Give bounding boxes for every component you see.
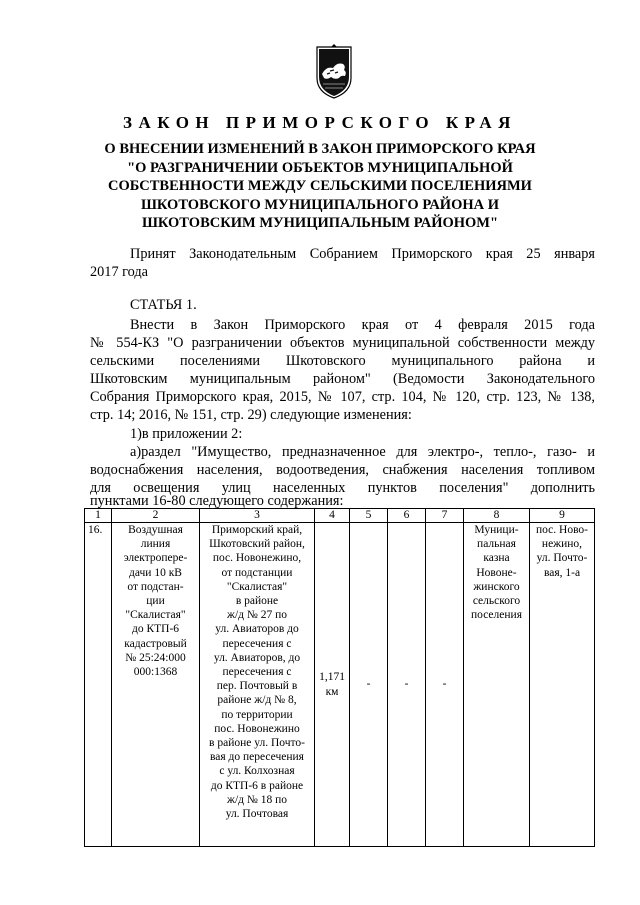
cell-line: дачи 10 кВ	[129, 566, 182, 579]
article-line: Внести в Закон Приморского края от 4 февраля 2015 года	[130, 317, 595, 333]
table-header-row	[85, 509, 595, 523]
cell-line: км	[325, 685, 339, 698]
item-a-line: для освещения улиц населенных пунктов поселения" дополнить	[90, 480, 595, 496]
article-line: Шкотовским муниципальным районом" (Ведомости Законодательного	[90, 371, 595, 387]
law-title: ЗАКОН ПРИМОРСКОГО КРАЯ	[123, 113, 517, 132]
article-line: Собрания Приморского края, 2015, № 107, стр. 104, № 120, стр. 123, № 138,	[90, 389, 595, 405]
cell-line: ж/д № 27 по	[227, 609, 287, 622]
item-a-line: водоснабжения населения, водоотведения, снабжения населения топливом	[90, 462, 595, 478]
cell-line: 000:1368	[133, 666, 178, 679]
coat-of-arms-icon	[313, 44, 355, 100]
cell-line: нежино,	[541, 538, 583, 551]
adoption-date-line: 2017 года	[90, 264, 149, 280]
table-row	[85, 523, 595, 847]
header-cell: 5	[350, 509, 388, 523]
adoption-line: Принят Законодательным Собранием Приморского края 25 января	[130, 246, 595, 262]
item-1: 1)в приложении 2:	[130, 426, 243, 442]
cell-line: пер. Почтовый в	[216, 680, 298, 693]
cell-line: пересечения с	[222, 666, 292, 679]
subtitle-line: О ВНЕСЕНИИ ИЗМЕНЕНИЙ В ЗАКОН ПРИМОРСКОГО КРАЯ	[104, 141, 536, 157]
cell-line: линия	[140, 538, 171, 551]
cell-line: сельского	[472, 595, 521, 608]
cell-line: до КТП-6 в районе	[210, 779, 304, 792]
col5-cell: -	[350, 523, 388, 847]
cell-line: пос. Новонежино	[214, 722, 300, 735]
cell-line: ул. Авиаторов до	[215, 623, 299, 636]
cell-line: пос. Новонежино,	[212, 552, 302, 565]
cell-line: Шкотовский район,	[209, 538, 305, 551]
cell-line: Приморский край,	[211, 524, 303, 536]
cell-line: кадастровый	[124, 637, 187, 650]
cell-line: в районе	[235, 595, 279, 608]
header-cell: 4	[315, 509, 350, 523]
subtitle-line: ШКОТОВСКИМ МУНИЦИПАЛЬНЫМ РАЙОНОМ"	[141, 215, 499, 231]
subtitle-line: СОБСТВЕННОСТИ МЕЖДУ СЕЛЬСКИМИ ПОСЕЛЕНИЯМИ	[108, 178, 532, 194]
header-cell: 7	[426, 509, 464, 523]
law-subtitle	[100, 140, 540, 233]
object-name-cell	[112, 523, 200, 847]
article-line: стр. 14; 2016, № 151, стр. 29) следующие изменения:	[90, 407, 412, 423]
cell-line: ул. Почто-	[536, 552, 588, 565]
cell-line: ции	[146, 595, 165, 608]
cell-line: от подстан-	[127, 580, 184, 593]
length-cell	[315, 523, 350, 847]
cell-line: "Скалистая"	[226, 580, 288, 593]
col6-cell: -	[388, 523, 426, 847]
cell-line: ул. Почтовая	[225, 808, 289, 821]
cell-line: "Скалистая"	[125, 609, 186, 622]
cell-line: вая, 1-а	[543, 566, 581, 579]
cell-line: Воздушная	[128, 524, 183, 536]
cell-line: 1,171	[319, 671, 345, 684]
header-cell: 2	[112, 509, 200, 523]
cell-line: № 25:24:000	[125, 651, 186, 664]
subtitle-line: ШКОТОВСКОГО МУНИЦИПАЛЬНОГО РАЙОНА И	[140, 196, 500, 213]
cell-line: поселения	[471, 609, 522, 622]
cell-line: казна	[483, 552, 510, 565]
header-cell: 9	[530, 509, 595, 523]
cell-line: районе ж/д № 8,	[217, 694, 297, 707]
article-heading: СТАТЬЯ 1.	[130, 297, 197, 313]
cell-line: с ул. Колхозная	[219, 765, 295, 778]
cell-line: до КТП-6	[131, 623, 180, 636]
cell-line: Муници-	[474, 524, 519, 536]
cell-line: жинского	[473, 580, 520, 593]
header-cell: 1	[85, 509, 112, 523]
cell-line: Новоне-	[476, 566, 517, 579]
property-table	[84, 508, 595, 847]
subtitle-line: "О РАЗГРАНИЧЕНИИ ОБЪЕКТОВ МУНИЦИПАЛЬНОЙ	[127, 159, 513, 176]
object-address-cell	[200, 523, 315, 847]
col7-cell: -	[426, 523, 464, 847]
cell-line: пос. Ново-	[535, 524, 589, 536]
cell-line: в районе ул. Почто-	[209, 737, 305, 750]
header-cell: 6	[388, 509, 426, 523]
header-cell: 3	[200, 509, 315, 523]
owner-cell	[464, 523, 530, 847]
cell-line: от подстанции	[221, 566, 293, 579]
item-a-line: а)раздел "Имущество, предназначенное для электро-, тепло-, газо- и	[130, 444, 595, 460]
item-a-line: пунктами 16-80 следующего содержания:	[90, 493, 344, 509]
article-line: сельскими поселениями Шкотовского муниципального района и	[90, 353, 595, 369]
row-number: 16.	[85, 523, 112, 847]
cell-line: пересечения с	[222, 637, 292, 650]
cell-line: ул. Авиаторов, до	[213, 651, 301, 664]
cell-line: электропере-	[123, 552, 188, 565]
cell-line: ж/д № 18 по	[227, 793, 287, 806]
cell-line: пальная	[477, 538, 516, 551]
location-cell	[530, 523, 595, 847]
header-cell: 8	[464, 509, 530, 523]
cell-line: вая до пересечения	[210, 751, 304, 764]
cell-line: по территории	[221, 708, 293, 721]
article-line: № 554-КЗ "О разграничении объектов муниципальной собственности между	[90, 335, 595, 351]
